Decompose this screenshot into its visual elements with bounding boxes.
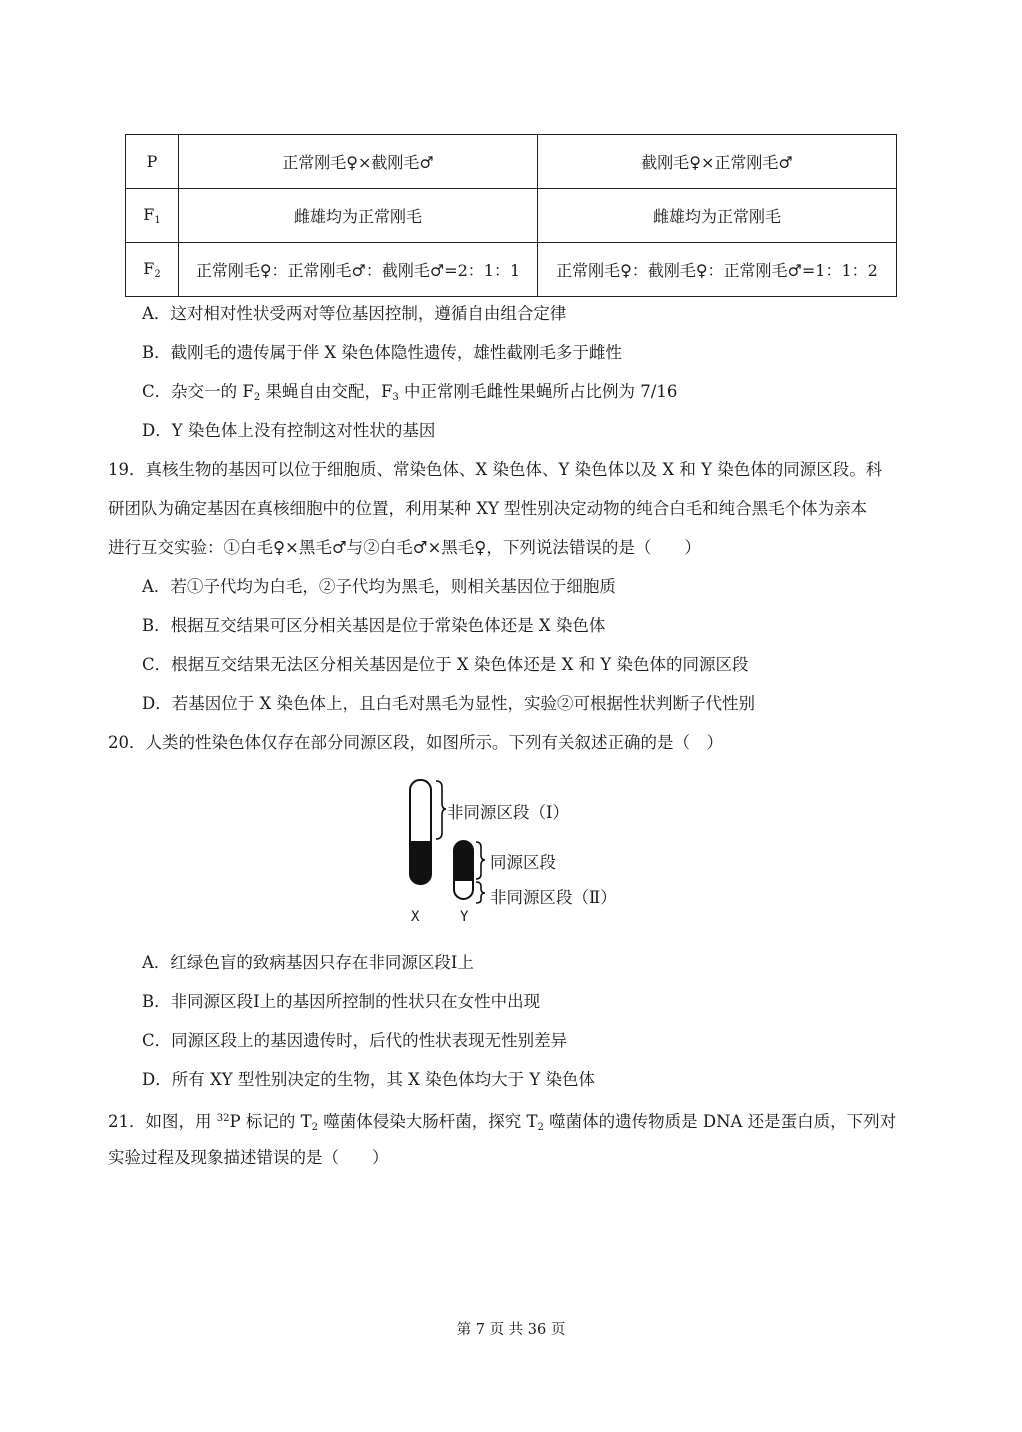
x-homologous-segment	[410, 841, 431, 884]
brace-nonhomo2	[476, 882, 485, 903]
table-row	[126, 135, 897, 189]
q19-option-d: D．若基因位于 X 染色体上，且白毛对黑毛为显性，实验②可根据性状判断子代性别	[142, 694, 755, 713]
brace-nonhomo1	[436, 781, 446, 839]
q19-option-c: C．根据互交结果无法区分相关基因是位于 X 染色体还是 X 和 Y 染色体的同源区段	[142, 655, 749, 674]
q21-stem-line: 实验过程及现象描述错误的是（ ）	[108, 1148, 389, 1167]
table-cell: 截刚毛♀×正常刚毛♂	[538, 135, 897, 189]
table-row	[126, 189, 897, 243]
table-cell: 正常刚毛♀×截刚毛♂	[179, 135, 538, 189]
q20-stem: 20．人类的性染色体仅存在部分同源区段，如图所示。下列有关叙述正确的是（ ）	[108, 733, 723, 752]
sex-chromosome-diagram	[400, 775, 640, 935]
table-cell: 正常刚毛♀：截刚毛♀：正常刚毛♂=1：1：2	[538, 243, 897, 297]
q20-option-b: B．非同源区段Ⅰ上的基因所控制的性状只在女性中出现	[142, 992, 541, 1011]
page-footer: 第 7 页 共 36 页	[456, 1322, 566, 1338]
q18-option-a: A．这对相对性状受两对等位基因控制，遵循自由组合定律	[142, 304, 567, 323]
table-cell: 雌雄均为正常刚毛	[179, 189, 538, 243]
brace-homo	[476, 842, 485, 879]
y-homologous-segment	[454, 841, 473, 881]
label-homologous: 同源区段	[490, 853, 556, 872]
q20-option-d: D．所有 XY 型性别决定的生物，其 X 染色体均大于 Y 染色体	[142, 1070, 595, 1089]
q18-option-c: C．杂交一的 $F_2$ 果蝇自由交配，$F_3$ 中正常刚毛雌性果蝇所占比例为 7/16	[142, 382, 678, 403]
row-label: $F_2$	[126, 243, 179, 297]
x-chromosome-label: X	[411, 909, 420, 925]
q18-option-d: D．Y 染色体上没有控制这对性状的基因	[142, 421, 436, 440]
q19-stem-line: 进行互交实验：①白毛♀×黑毛♂与②白毛♂×黑毛♀，下列说法错误的是（ ）	[108, 538, 701, 557]
q19-option-b: B．根据互交结果可区分相关基因是位于常染色体还是 X 染色体	[142, 616, 606, 635]
cross-results-table	[125, 134, 897, 297]
q20-option-a: A．红绿色盲的致病基因只存在非同源区段Ⅰ上	[142, 953, 474, 972]
table-cell: 雌雄均为正常刚毛	[538, 189, 897, 243]
row-label: $F_1$	[126, 189, 179, 243]
q21-stem-line: 21．如图，用 $^{32}$P 标记的 $T_2$ 噬菌体侵染大肠杆菌，探究 $T_2$ 噬菌体的遗传物质是 DNA 还是蛋白质，下列对	[108, 1112, 897, 1133]
q20-option-c: C．同源区段上的基因遗传时，后代的性状表现无性别差异	[142, 1031, 568, 1050]
table-cell: 正常刚毛♀：正常刚毛♂：截刚毛♂=2：1：1	[179, 243, 538, 297]
table-row	[126, 243, 897, 297]
q19-stem-line: 研团队为确定基因在真核细胞中的位置，利用某种 XY 型性别决定动物的纯合白毛和纯合黑毛个体为亲本	[108, 499, 868, 518]
q18-option-b: B．截刚毛的遗传属于伴 X 染色体隐性遗传，雄性截刚毛多于雌性	[142, 343, 622, 362]
label-nonhomologous-1: 非同源区段（Ⅰ）	[447, 803, 570, 822]
label-nonhomologous-2: 非同源区段（Ⅱ）	[490, 888, 617, 907]
y-chromosome-label: Y	[460, 909, 469, 925]
q19-stem-line: 19．真核生物的基因可以位于细胞质、常染色体、X 染色体、Y 染色体以及 X 和 Y 染色体的同源区段。科	[108, 460, 883, 479]
row-label: P	[126, 135, 179, 189]
q19-option-a: A．若①子代均为白毛，②子代均为黑毛，则相关基因位于细胞质	[142, 577, 616, 596]
